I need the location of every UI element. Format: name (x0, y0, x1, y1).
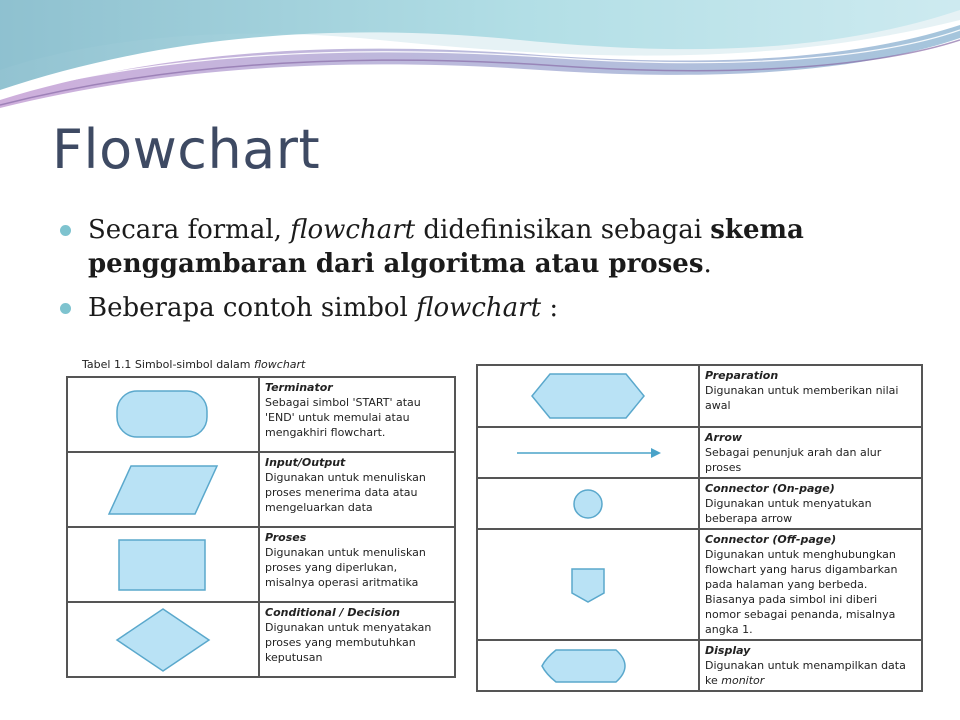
symbol-name: Proses (265, 531, 307, 544)
arrow-info (699, 427, 922, 478)
symbol-desc: Digunakan untuk menuliskan proses menerima data atau mengeluarkan data (265, 471, 426, 514)
symbol-name: Conditional / Decision (265, 606, 400, 619)
decision-info (259, 602, 455, 677)
arrow-icon (513, 443, 663, 463)
table-row (67, 602, 455, 677)
symbol-name: Preparation (705, 369, 779, 382)
desc-text: Digunakan untuk menampilkan data ke (705, 659, 906, 687)
table-row (67, 377, 455, 452)
bullet-list (60, 213, 920, 335)
terminator-info (259, 377, 455, 452)
bullet-text: Secara formal, (88, 215, 291, 245)
symbol-table-left (66, 376, 456, 678)
symbol-desc (705, 659, 906, 687)
table-row (477, 640, 922, 691)
symbol-table-right (476, 364, 923, 692)
connector-off-page-shape-cell (477, 529, 699, 640)
bullet-bold-phrase: skema penggambaran dari algoritma atau proses (88, 215, 804, 279)
bullet-definition (60, 213, 920, 281)
bullet-italic-term: flowchart (416, 293, 542, 323)
caption-text: Tabel 1.1 Simbol-simbol dalam (82, 358, 254, 371)
table-row (477, 478, 922, 529)
symbol-desc: Digunakan untuk menyatukan beberapa arrow (705, 497, 872, 525)
slide-title: Flowchart (52, 118, 321, 181)
decision-shape-cell (67, 602, 259, 677)
symbol-desc: Digunakan untuk menuliskan proses yang diperlukan, misalnya operasi aritmatika (265, 546, 426, 589)
symbol-name: Input/Output (265, 456, 346, 469)
table-row (67, 452, 455, 527)
connector-on-page-info (699, 478, 922, 529)
connector-on-page-shape-cell (477, 478, 699, 529)
table-row (477, 365, 922, 427)
rectangle-icon (113, 536, 213, 594)
preparation-info (699, 365, 922, 427)
display-shape-cell (477, 640, 699, 691)
caption-italic: flowchart (253, 358, 306, 371)
bullet-italic-term: flowchart (290, 215, 416, 245)
symbol-name: Connector (On-page) (705, 482, 835, 495)
symbol-desc: Sebagai simbol 'START' atau 'END' untuk memulai atau mengakhiri flowchart. (265, 396, 421, 439)
input-output-shape-cell (67, 452, 259, 527)
table-caption (82, 358, 305, 371)
bullet-text: Beberapa contoh simbol (88, 293, 417, 323)
symbol-name: Terminator (265, 381, 333, 394)
symbol-name: Arrow (705, 431, 743, 444)
desc-italic: monitor (721, 674, 765, 687)
display-icon (538, 646, 638, 686)
symbol-desc: Sebagai penunjuk arah dan alur proses (705, 446, 882, 474)
table-row (477, 427, 922, 478)
bullet-text: : (541, 293, 559, 323)
terminator-icon (113, 387, 213, 443)
symbol-desc: Digunakan untuk menghubungkan flowchart yang harus digambarkan pada halaman yang berbeda. Biasanya pada simbol ini diberi nomor sebagai penanda, misalnya angka 1. (705, 548, 898, 636)
arrow-shape-cell (477, 427, 699, 478)
terminator-shape-cell (67, 377, 259, 452)
symbol-name: Display (705, 644, 751, 657)
bullet-examples (60, 291, 920, 325)
display-info (699, 640, 922, 691)
table-row (67, 527, 455, 602)
bullet-text: didefinisikan sebagai (415, 215, 711, 245)
off-page-connector-icon (568, 565, 608, 605)
circle-icon (571, 487, 605, 521)
preparation-shape-cell (477, 365, 699, 427)
process-info (259, 527, 455, 602)
symbol-name: Connector (Off-page) (705, 533, 837, 546)
input-output-info (259, 452, 455, 527)
bullet-text: . (703, 249, 712, 279)
table-row (477, 529, 922, 640)
connector-off-page-info (699, 529, 922, 640)
process-shape-cell (67, 527, 259, 602)
symbol-desc: Digunakan untuk menyatakan proses yang membutuhkan keputusan (265, 621, 432, 664)
symbol-desc: Digunakan untuk memberikan nilai awal (705, 384, 899, 412)
parallelogram-icon (103, 462, 223, 518)
diamond-icon (113, 605, 213, 675)
hexagon-icon (528, 370, 648, 422)
decorative-wave-header (0, 0, 960, 120)
